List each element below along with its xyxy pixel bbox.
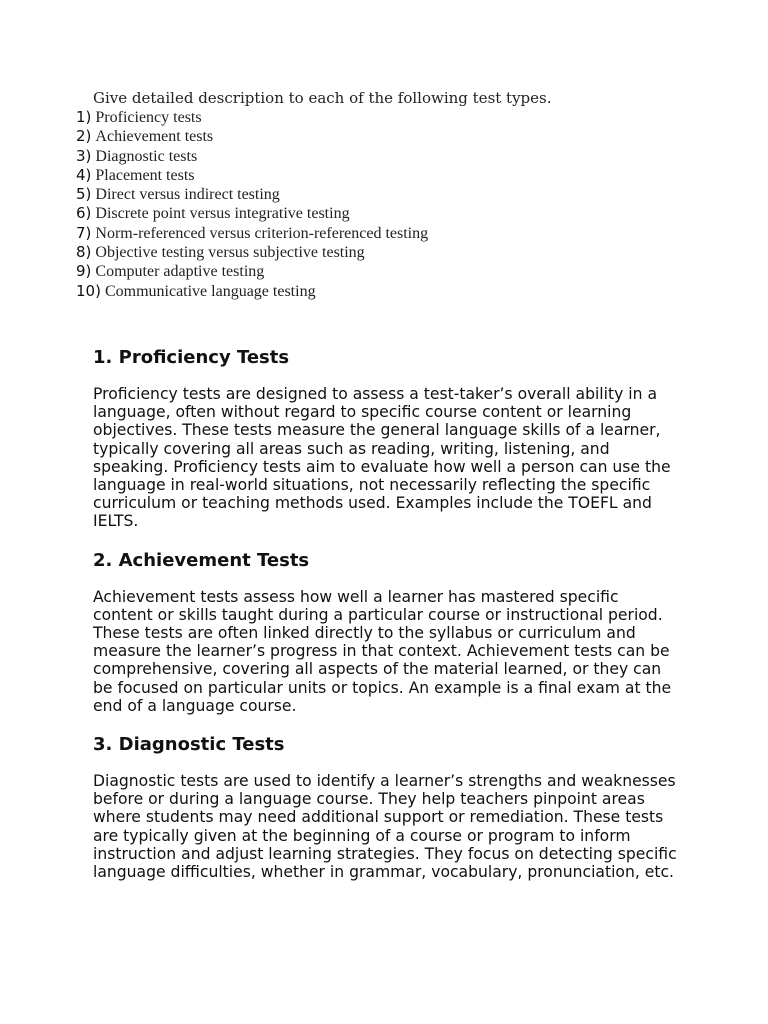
answer-sections [93,347,693,900]
list-item-number: 2) [76,127,92,146]
list-item-text: Achievement tests [95,128,214,146]
list-item [76,108,428,127]
list-item [76,127,428,146]
section-heading: 3. Diagnostic Tests [93,734,285,756]
list-item-text: Objective testing versus subjective testing [95,244,365,262]
section-body: Proficiency tests are designed to assess a test-taker’s overall ability in a language, often without regard to specific course content or learning objectives. These tests measure the general language skills of a learner, typically covering all areas such as reading, writing, listening, and speaking. Proficiency tests aim to evaluate how well a person can use the language in real-world situations, not necessarily reflecting the specific curriculum or teaching methods used. Examples include the TOEFL and IELTS. [93,385,671,531]
list-item [76,204,428,223]
list-item-text: Direct versus indirect testing [95,186,280,204]
list-item-number: 10) [76,281,101,300]
list-item-number: 9) [76,262,92,281]
section-body: Diagnostic tests are used to identify a learner’s strengths and weaknesses before or during a language course. They help teachers pinpoint areas where students may need additional support or remediation. These tests are typically given at the beginning of a course or program to inform instruction and adjust learning strategies. They focus on detecting specific language difficulties, whether in grammar, vocabulary, pronunciation, etc. [93,772,677,882]
list-item-text: Discrete point versus integrative testing [95,205,350,223]
section-diagnostic-tests [93,734,693,881]
question-list [76,108,428,301]
list-item-text: Diagnostic tests [95,147,198,165]
section-achievement-tests [93,550,693,715]
list-item [76,185,428,204]
list-item-text: Placement tests [95,166,195,184]
section-proficiency-tests [93,347,693,531]
list-item-number: 6) [76,204,92,223]
list-item [76,282,428,301]
list-item [76,147,428,166]
list-item [76,166,428,185]
intro-text: Give detailed description to each of the following test types. [93,89,552,107]
section-heading: 2. Achievement Tests [93,549,310,571]
list-item-text: Communicative language testing [104,282,316,300]
list-item-number: 4) [76,165,92,184]
list-item-text: Norm-referenced versus criterion-referenced testing [95,224,429,242]
list-item [76,224,428,243]
list-item-text: Proficiency tests [95,109,202,126]
section-body: Achievement tests assess how well a learner has mastered specific content or skills taught during a particular course or instructional period. These tests are often linked directly to the syllabus or curriculum and measure the learner’s progress in that context. Achievement tests can be comprehensive, covering all aspects of the material learned, or they can be focused on particular units or topics. An example is a final exam at the end of a language course. [93,587,672,715]
list-item-number: 5) [76,185,92,204]
section-heading: 1. Proficiency Tests [93,347,290,368]
list-item-number: 8) [76,243,92,262]
list-item-text: Computer adaptive testing [95,263,265,281]
list-item [76,262,428,281]
list-item-number: 7) [76,223,92,242]
list-item-number: 1) [76,108,92,126]
list-item-number: 3) [76,146,92,165]
list-item [76,243,428,262]
